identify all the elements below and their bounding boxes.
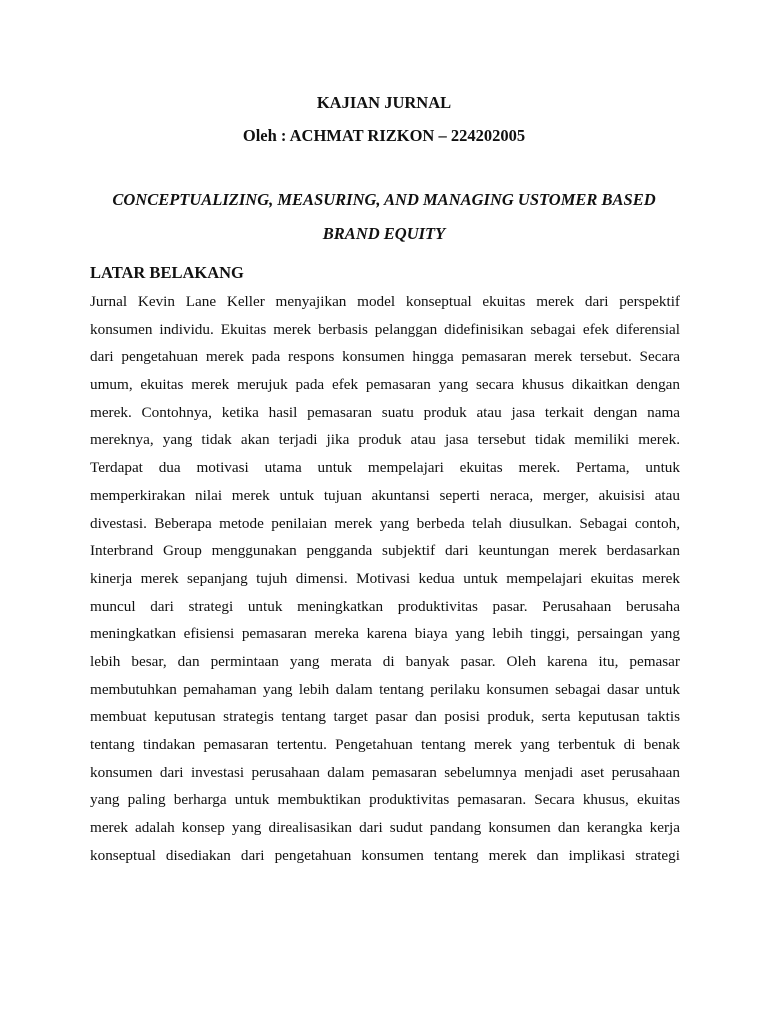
- paragraph-line: kinerja merek sepanjang tujuh dimensi. Motivasi kedua untuk mempelajari ekuitas merek: [90, 569, 680, 587]
- paper-title: CONCEPTUALIZING, MEASURING, AND MANAGING USTOMER BASED BRAND EQUITY: [112, 190, 656, 243]
- body-paragraph: [90, 288, 680, 869]
- paragraph-line: lebih besar, dan permintaan yang merata di banyak pasar. Oleh karena itu, pemasar: [90, 652, 680, 670]
- paragraph-line: merek adalah konsep yang direalisasikan dari sudut pandang konsumen dan kerangka kerja: [90, 819, 680, 837]
- paragraph-line: dari pengetahuan merek pada respons konsumen hingga pemasaran merek tersebut. Secara: [90, 348, 680, 366]
- paragraph-line: konsumen dari investasi perusahaan dalam pemasaran sebelumnya menjadi aset perusahaan: [90, 763, 680, 781]
- paragraph-line: membuat keputusan strategis tentang target pasar dan posisi produk, serta keputusan taktis: [90, 708, 680, 726]
- paragraph-line: Terdapat dua motivasi utama untuk mempelajari ekuitas merek. Pertama, untuk: [90, 459, 680, 477]
- paragraph-line: memperkirakan nilai merek untuk tujuan akuntansi seperti neraca, merger, akuisisi atau: [90, 486, 680, 504]
- paragraph-line: divestasi. Beberapa metode penilaian merek yang berbeda telah diusulkan. Sebagai contoh,: [90, 514, 680, 532]
- paragraph-line: tentang tindakan pemasaran tertentu. Pengetahuan tentang merek yang terbentuk di benak: [90, 736, 680, 753]
- paragraph-line: konsumen individu. Ekuitas merek berbasis pelanggan didefinisikan sebagai efek diferensial: [90, 320, 680, 338]
- paragraph-line: muncul dari strategi untuk meningkatkan produktivitas pasar. Perusahaan berusaha: [90, 597, 680, 615]
- paragraph-line: merek. Contohnya, ketika hasil pemasaran suatu produk atau jasa terkait dengan nama: [90, 403, 680, 421]
- author-line: Oleh : ACHMAT RIZKON – 224202005: [242, 126, 526, 145]
- paragraph-line: Interbrand Group menggunakan pengganda subjektif dari keuntungan merek berdasarkan: [90, 542, 680, 560]
- paragraph-line: umum, ekuitas merek merujuk pada efek pemasaran yang secara khusus dikaitkan dengan: [90, 376, 680, 394]
- paragraph-line: mereknya, yang tidak akan terjadi jika produk atau jasa tersebut tidak memiliki merek.: [90, 431, 680, 449]
- paragraph-line: yang paling berharga untuk membuktikan produktivitas pemasaran. Secara khusus, ekuitas: [90, 791, 680, 809]
- document-title: KAJIAN JURNAL: [316, 93, 452, 112]
- paragraph-line: meningkatkan efisiensi pemasaran mereka karena biaya yang lebih tinggi, persaingan yang: [90, 625, 680, 643]
- section-heading: LATAR BELAKANG: [90, 263, 244, 282]
- paragraph-line: membutuhkan pemahaman yang lebih dalam tentang perilaku konsumen sebagai dasar untuk: [90, 680, 680, 698]
- paragraph-line: konseptual disediakan dari pengetahuan konsumen tentang merek dan implikasi strategi: [90, 846, 680, 864]
- paragraph-line: Jurnal Kevin Lane Keller menyajikan model konseptual ekuitas merek dari perspektif: [90, 293, 680, 310]
